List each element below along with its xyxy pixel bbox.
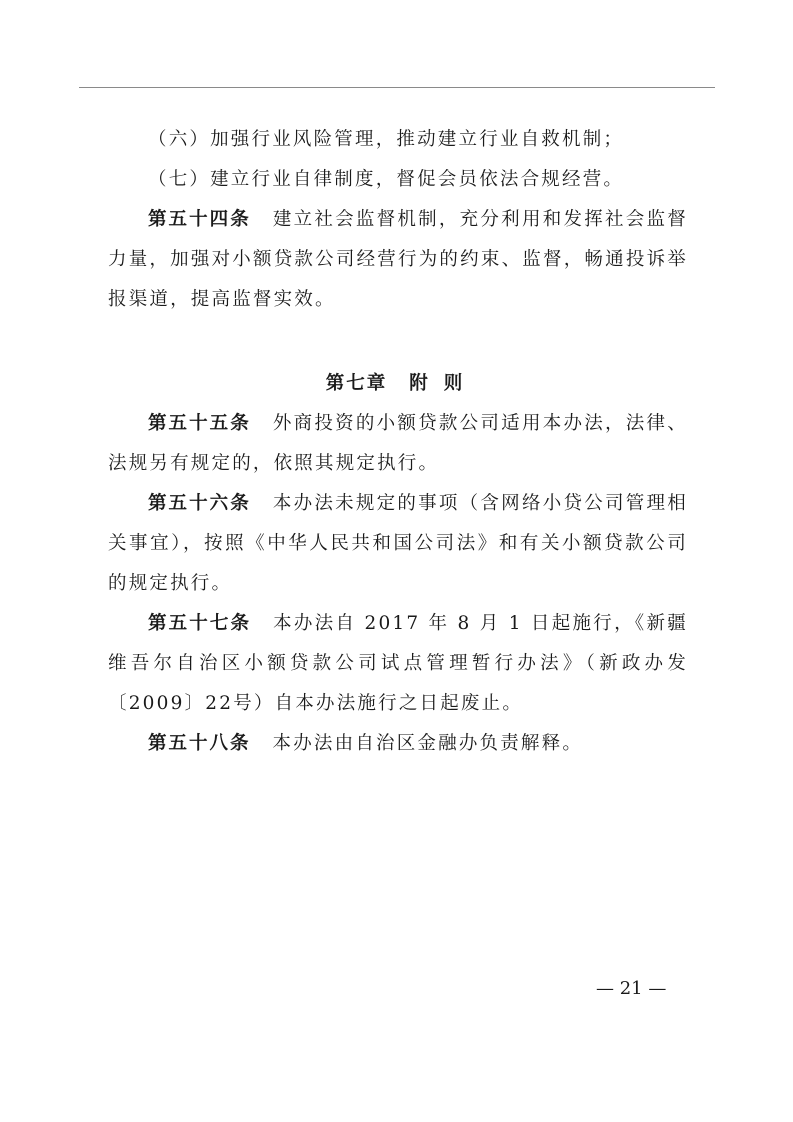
article-54 (108, 200, 688, 320)
article-text: 本办法自 2017 年 8 月 1 日起施行，《新疆维吾尔自治区小额贷款公司试点管理暂行办法》（新政办发〔2009〕22号）自本办法施行之日起废止。 (108, 613, 688, 714)
article-55 (108, 404, 688, 484)
article-text: 建立社会监督机制，充分利用和发挥社会监督力量，加强对小额贷款公司经营行为的约束、监督，畅通投诉举报渠道，提高监督实效。 (108, 209, 688, 310)
chapter-number: 第七章 (325, 373, 388, 394)
list-item-7: （七）建立行业自律制度，督促会员依法合规经营。 (148, 169, 625, 190)
article-58 (108, 724, 688, 764)
chapter-name: 附则 (409, 373, 479, 394)
document-body (108, 120, 688, 764)
article-label: 第五十四条 (148, 209, 251, 230)
article-label: 第五十七条 (148, 613, 252, 634)
article-label: 第五十六条 (148, 493, 251, 514)
article-text: 外商投资的小额贷款公司适用本办法，法律、法规另有规定的，依照其规定执行。 (108, 413, 688, 474)
header-rule (79, 87, 715, 88)
chapter-title (108, 364, 688, 404)
article-label: 第五十八条 (148, 733, 251, 754)
article-57 (108, 604, 688, 724)
article-text: 本办法未规定的事项（含网络小贷公司管理相关事宜），按照《中华人民共和国公司法》和有关小额贷款公司的规定执行。 (108, 493, 688, 594)
list-item-6: （六）加强行业风险管理，推动建立行业自救机制； (148, 129, 625, 150)
page-number: — 21 — (596, 978, 667, 999)
article-text: 本办法由自治区金融办负责解释。 (272, 733, 584, 754)
article-56 (108, 484, 688, 604)
article-label: 第五十五条 (148, 413, 251, 434)
